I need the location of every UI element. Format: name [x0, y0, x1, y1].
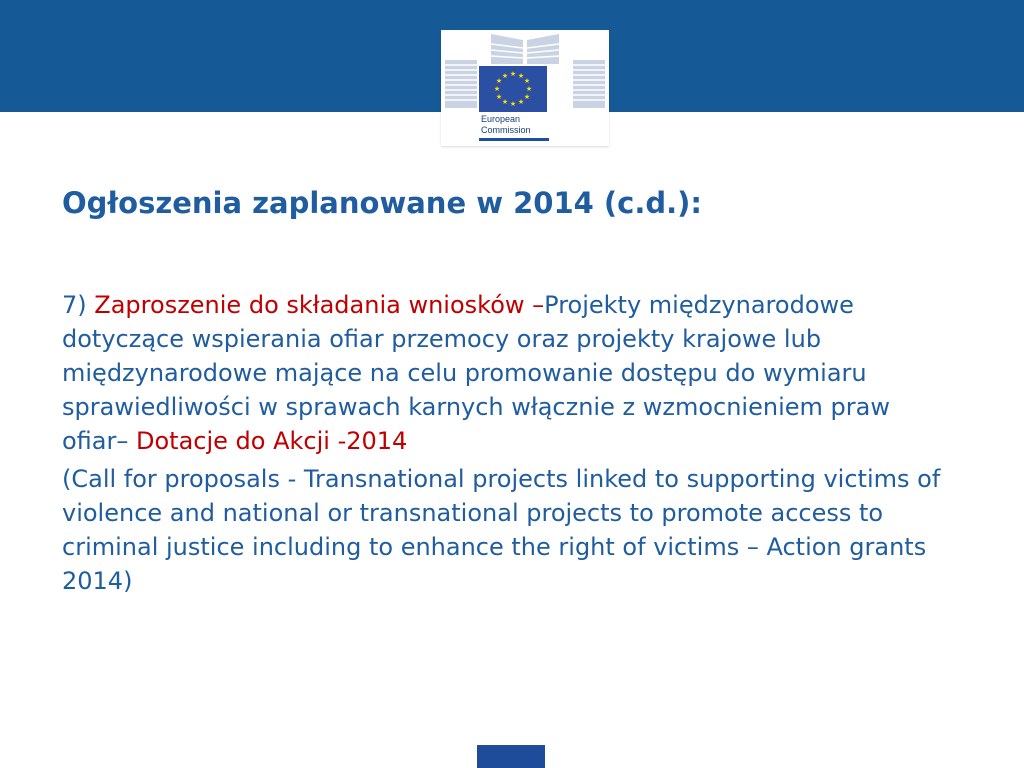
- svg-text:★: ★: [495, 93, 503, 101]
- svg-text:★: ★: [517, 98, 525, 106]
- svg-text:★: ★: [517, 72, 525, 80]
- call-label: Zaproszenie do składania wniosków –: [94, 291, 545, 319]
- logo-underline: [479, 138, 549, 141]
- berlaymont-building-icon: [441, 30, 609, 114]
- svg-text:★: ★: [523, 93, 531, 101]
- svg-text:★: ★: [501, 98, 509, 106]
- slide-body: [62, 288, 962, 598]
- svg-text:★: ★: [501, 72, 509, 80]
- announcement-paragraph-polish: [62, 288, 962, 458]
- logo-line-2: Commission: [481, 125, 531, 135]
- european-commission-logo: [441, 30, 609, 146]
- call-description: Projekty międzynarodowe dotyczące wspierania ofiar przemocy oraz projekty krajowe lub międzynarodowe mające na celu promowanie dostępu do wymiaru sprawiedliwości w sprawach karnych włącznie z wzmocnieniem praw ofiar–: [62, 291, 890, 455]
- svg-text:★: ★: [495, 77, 503, 85]
- svg-text:★: ★: [509, 100, 517, 108]
- logo-wordmark: [481, 114, 531, 136]
- slide-title: Ogłoszenia zaplanowane w 2014 (c.d.):: [62, 186, 702, 220]
- svg-text:★: ★: [493, 85, 501, 93]
- item-number: 7): [62, 291, 87, 319]
- announcement-paragraph-english: (Call for proposals - Transnational projects linked to supporting victims of violence and national or transnational projects to promote access to criminal justice including to enhance the right of victims – Action grants 2014): [62, 465, 941, 595]
- grant-label: Dotacje do Akcji -2014: [136, 427, 408, 455]
- footer-flag-tab: [477, 745, 545, 768]
- svg-text:★: ★: [523, 77, 531, 85]
- svg-text:★: ★: [525, 85, 533, 93]
- logo-line-1: European: [481, 114, 521, 124]
- svg-text:★: ★: [509, 70, 517, 78]
